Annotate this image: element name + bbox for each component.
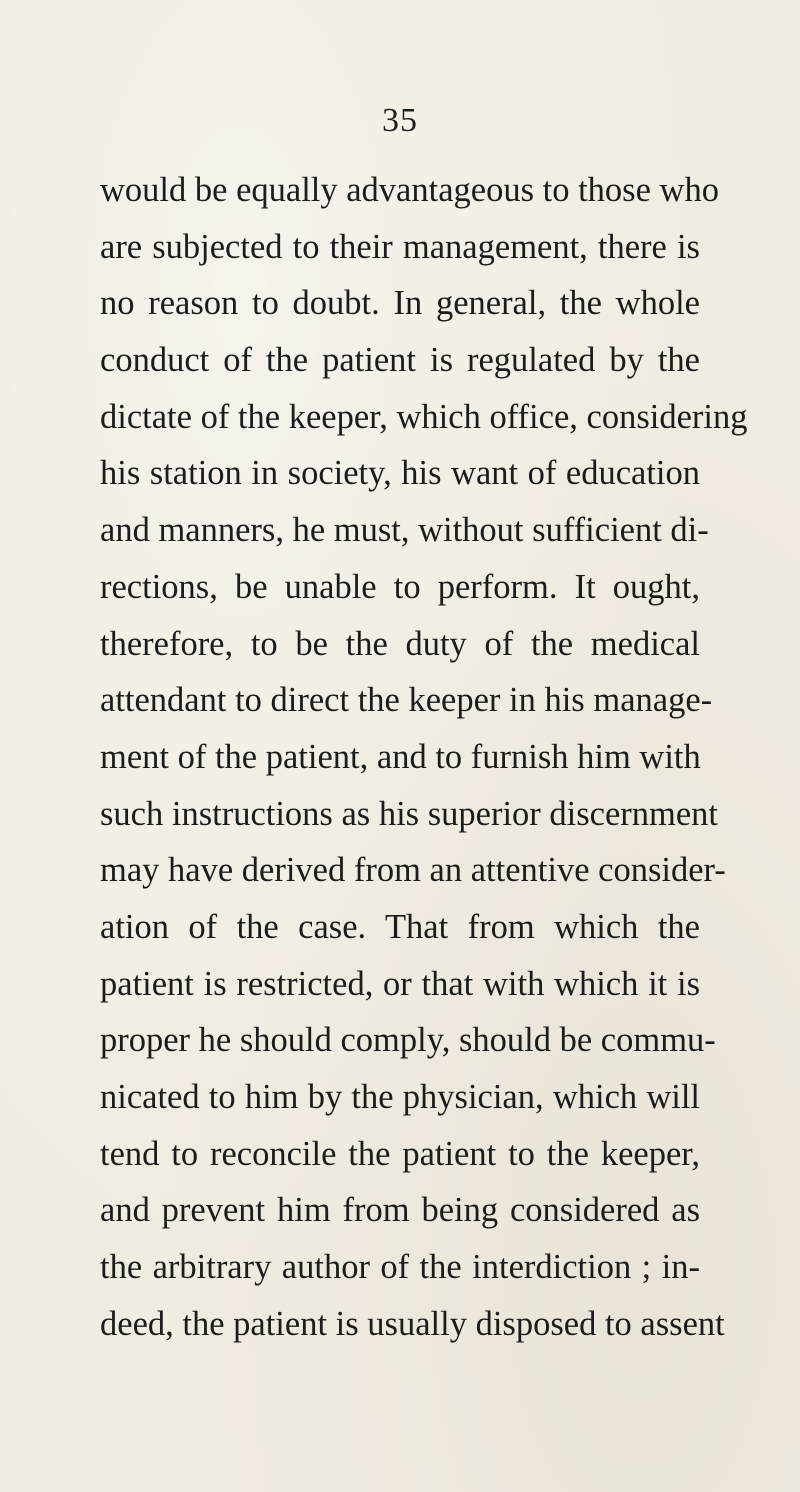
body-text	[100, 162, 748, 1352]
text-line: attendant to direct the keeper in his manage-	[100, 681, 713, 720]
text-line: conduct of the patient is regulated by the	[100, 341, 700, 380]
text-line: ment of the patient, and to furnish him with	[100, 737, 701, 776]
text-line: and manners, he must, without sufficient di-	[100, 511, 709, 550]
text-line: nicated to him by the physician, which will	[100, 1078, 700, 1116]
text-line: proper he should comply, should be commu-	[100, 1021, 716, 1060]
text-line: no reason to doubt. In general, the whole	[100, 284, 700, 323]
text-line: tend to reconcile the patient to the keeper,	[100, 1134, 700, 1173]
text-line: deed, the patient is usually disposed to assent	[100, 1304, 725, 1343]
text-line: dictate of the keeper, which office, considering	[100, 397, 748, 436]
text-line: may have derived from an attentive consider-	[100, 851, 726, 890]
text-line: would be equally advantageous to those who	[100, 171, 719, 209]
text-line: patient is restricted, or that with which it is	[100, 964, 700, 1003]
text-line: therefore, to be the duty of the medical	[100, 624, 700, 663]
text-line: ation of the case. That from which the	[100, 907, 700, 946]
text-line: the arbitrary author of the interdiction ; in-	[100, 1248, 700, 1287]
text-line: his station in society, his want of education	[100, 454, 700, 493]
text-line: and prevent him from being considered as	[100, 1191, 700, 1230]
text-line: such instructions as his superior discernment	[100, 794, 719, 833]
page-number: 35	[382, 102, 418, 139]
text-line: rections, be unable to perform. It ought,	[100, 567, 700, 606]
text-line: are subjected to their management, there is	[100, 227, 700, 266]
